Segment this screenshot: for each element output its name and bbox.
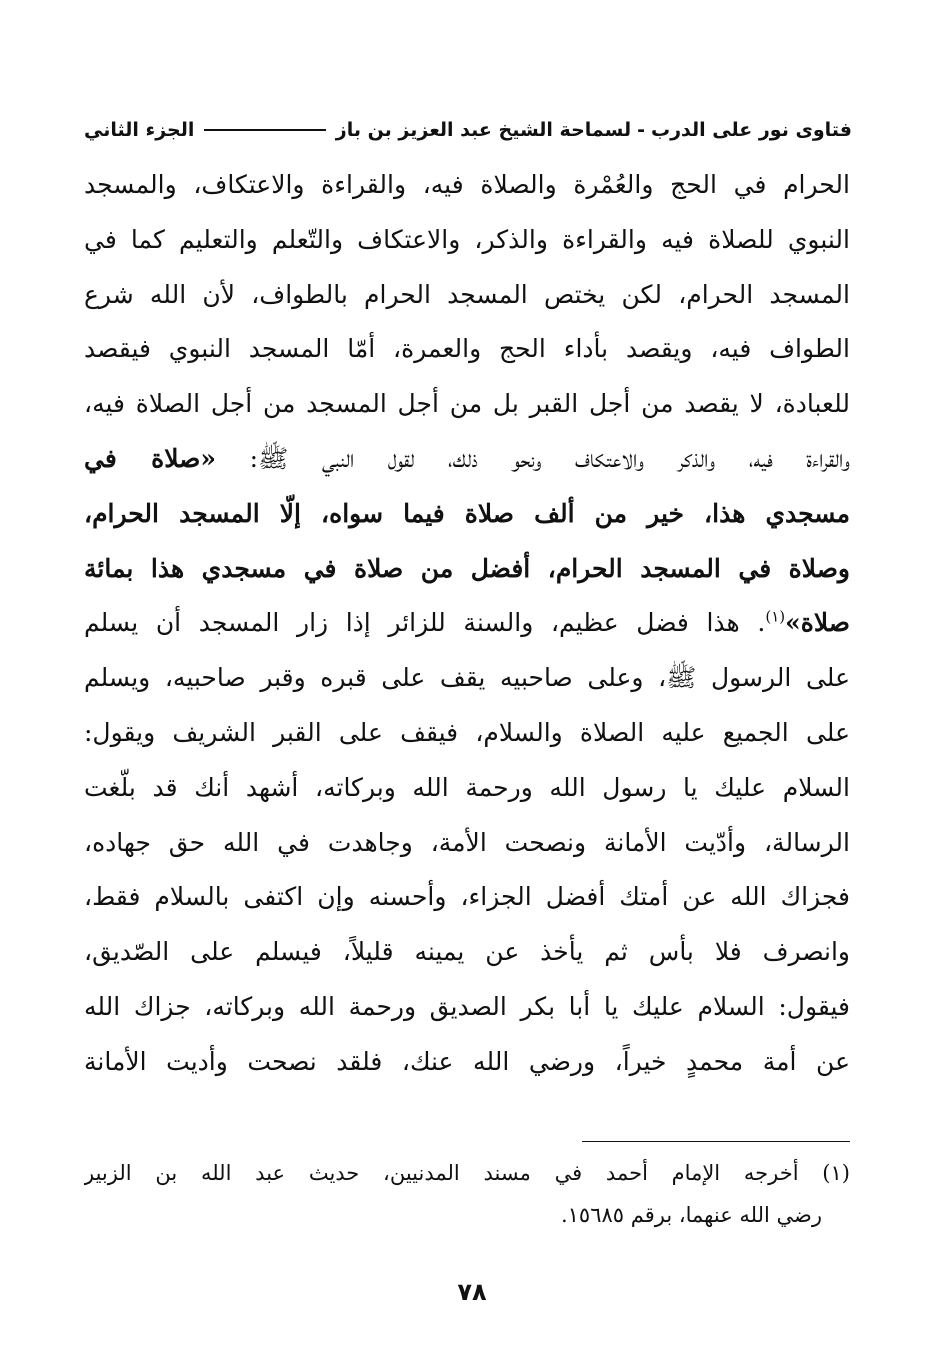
- header-separator: -: [637, 119, 645, 141]
- footnote: [84, 1152, 850, 1236]
- text-line: النبوي للصلاة فيه والقراءة والذكر، والاعتكاف والتّعلم والتعليم كما في: [84, 224, 850, 254]
- text-line: الرسالة، وأدّيت الأمانة ونصحت الأمة، وجاهدت في الله حق جهاده،: [84, 827, 850, 857]
- text-line: على الجميع عليه الصلاة والسلام، فيقف على القبر الشريف ويقول:: [84, 717, 850, 747]
- text-line: الحرام في الحج والعُمْرة والصلاة فيه، والقراءة والاعتكاف، والمسجد: [84, 170, 850, 199]
- text-segment: والقراءة فيه، والذكر والاعتكاف ونحو ذلك، لقول النبي ﷺ:: [216, 443, 850, 473]
- text-line: فيقول: السلام عليك يا أبا بكر الصديق ورحمة الله وبركاته، جزاك الله: [84, 991, 850, 1021]
- text-line: وانصرف فلا بأس ثم يأخذ عن يمينه قليلاً، فيسلم على الصّديق،: [84, 937, 850, 967]
- hadith-quote-start: «صلاة في: [84, 443, 217, 473]
- header-author: لسماحة الشيخ عبد العزيز بن باز: [335, 119, 632, 141]
- text-line: [84, 596, 850, 651]
- text-segment: . هذا فضل عظيم، والسنة للزائر إذا زار المسجد أن يسلم: [84, 608, 766, 638]
- footnote-line: رضي الله عنهما، برقم ١٥٦٨٥.: [560, 1203, 822, 1227]
- text-line: الطواف فيه، ويقصد بأداء الحج والعمرة، أمّا المسجد النبوي فيقصد: [84, 334, 850, 364]
- text-line: [84, 432, 850, 487]
- hadith-line: وصلاة في المسجد الحرام، أفضل من صلاة في مسجدي هذا بمائة: [84, 553, 850, 583]
- text-line: فجزاك الله عن أمتك أفضل الجزاء، وأحسنه وإن اكتفى بالسلام فقط،: [84, 882, 850, 912]
- hadith-quote-end: صلاة»: [785, 608, 850, 638]
- footnote-line: (١) أخرجه الإمام أحمد في مسند المدنيين، حديث عبد الله بن الزبير: [84, 1161, 850, 1185]
- main-text: [84, 158, 850, 1090]
- footnote-divider: [582, 1141, 850, 1142]
- volume-label: الجزء الثاني: [84, 119, 195, 141]
- page-number: ٧٨: [457, 1278, 487, 1306]
- running-header: [84, 110, 852, 150]
- text-line: عن أمة محمدٍ خيراً، ورضي الله عنك، فلقد نصحت وأديت الأمانة: [84, 1046, 850, 1076]
- text-line: السلام عليك يا رسول الله ورحمة الله وبركاته، أشهد أنك قد بلّغت: [84, 772, 850, 802]
- text-line: المسجد الحرام، لكن يختص المسجد الحرام بالطواف، لأن الله شرع: [84, 279, 850, 309]
- hadith-line: مسجدي هذا، خير من ألف صلاة فيما سواه، إلّا المسجد الحرام،: [84, 498, 850, 528]
- header-rule: [204, 129, 325, 131]
- footnote-reference[interactable]: (١): [765, 608, 786, 627]
- text-line: على الرسول ﷺ، وعلى صاحبيه يقف على قبره وقبر صاحبيه، ويسلم: [84, 663, 850, 693]
- book-title: فتاوى نور على الدرب: [651, 119, 852, 141]
- text-line: للعبادة، لا يقصد من أجل القبر بل من أجل المسجد من أجل الصلاة فيه،: [84, 389, 850, 419]
